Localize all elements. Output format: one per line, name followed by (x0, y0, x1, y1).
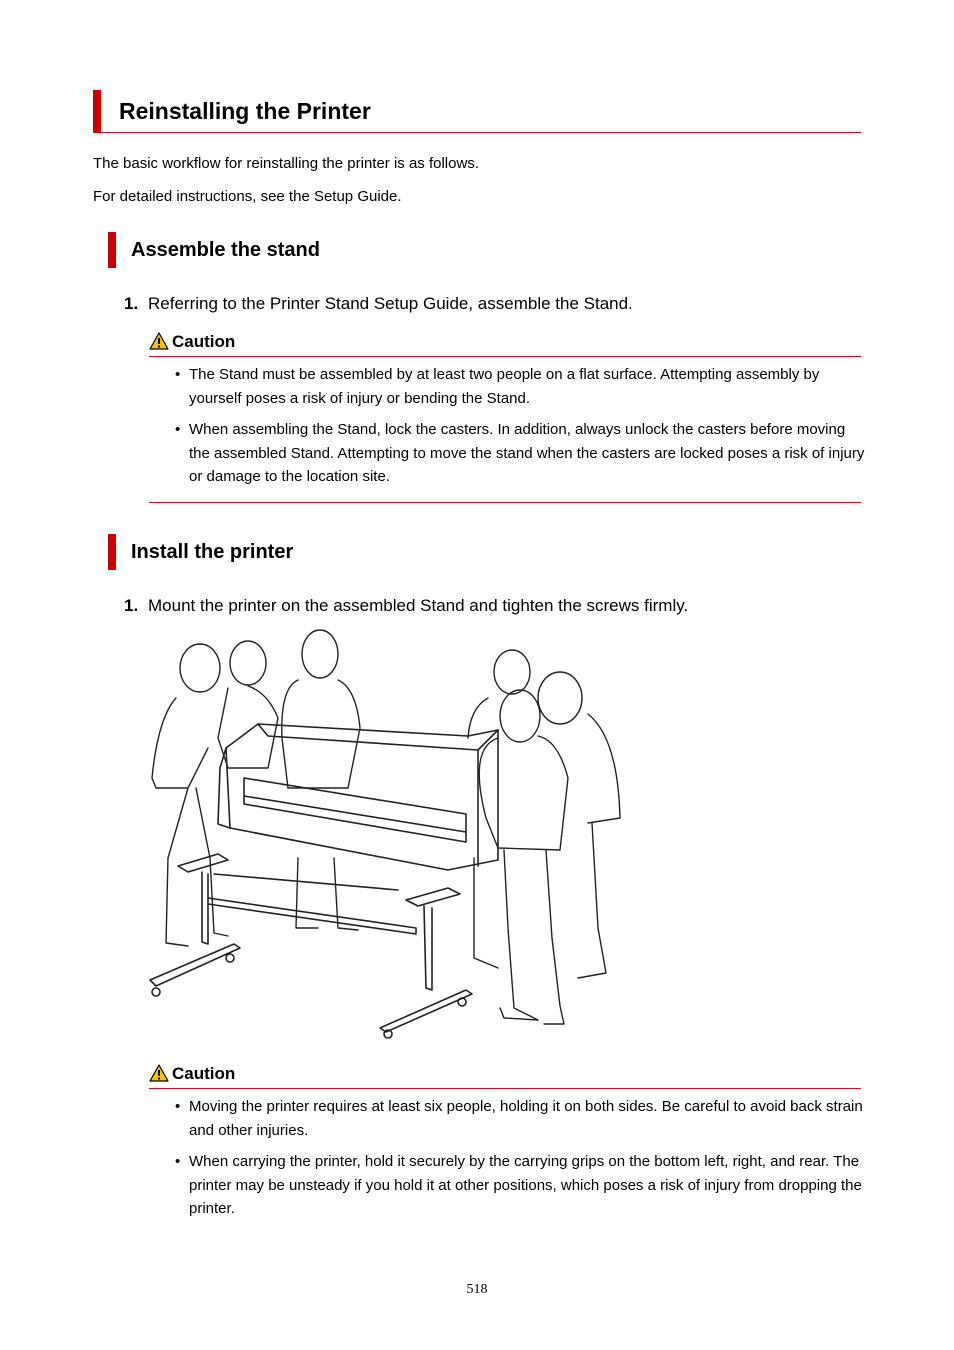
intro-line-2: For detailed instructions, see the Setup Guide. (93, 188, 402, 205)
title-accent-bar (93, 90, 101, 133)
step-1-install (124, 596, 688, 616)
caution-bullet: • The Stand must be assembled by at least two people on a flat surface. Attempting assembly by yourself poses a risk of injury or bending the Stand. (175, 363, 865, 410)
page-title: Reinstalling the Printer (119, 98, 371, 124)
caution-label: Caution (172, 1064, 236, 1083)
caution-heading-2 (149, 1063, 861, 1089)
step-text: Referring to the Printer Stand Setup Guide, assemble the Stand. (148, 294, 633, 313)
caution-bullet-text: When carrying the printer, hold it securely by the carrying grips on the bottom left, right, and rear. The printer may be unsteady if you hold it at other positions, which poses a risk of injury from dropping the printer. (189, 1153, 862, 1217)
caution-bullet: • When assembling the Stand, lock the casters. In addition, always unlock the casters before moving the assembled Stand. Attempting to move the stand when the casters are locked poses a risk of injury or damage to the location site. (175, 418, 865, 489)
step-number: 1. (124, 294, 139, 313)
section-accent-bar (108, 232, 116, 268)
step-text: Mount the printer on the assembled Stand and tighten the screws firmly. (148, 596, 689, 615)
caution-bullet-text: Moving the printer requires at least six people, holding it on both sides. Be careful to avoid back strain and other injuries. (189, 1098, 863, 1139)
page-number: 518 (466, 1282, 488, 1297)
caution-end-rule (149, 502, 861, 503)
caution-bullet: • When carrying the printer, hold it securely by the carrying grips on the bottom left, right, and rear. The printer may be unsteady if you hold it at other positions, which poses a risk of injury from dropping the printer. (175, 1150, 865, 1221)
section-heading-text: Install the printer (131, 541, 294, 563)
person-figure (538, 672, 620, 978)
person-figure (479, 690, 568, 1024)
printer-body (218, 724, 498, 870)
caution-bullet-text: The Stand must be assembled by at least two people on a flat surface. Attempting assembly by yourself poses a risk of injury or bending the Stand. (189, 366, 820, 407)
page-title-block (93, 90, 861, 133)
printer-stand (150, 854, 472, 1038)
intro-line-1: The basic workflow for reinstalling the printer is as follows. (93, 155, 479, 172)
caution-bullet-text: When assembling the Stand, lock the casters. In addition, always unlock the casters before moving the assembled Stand. Attempting to move the stand when the casters are locked poses a risk of injury or damage to the location site. (189, 421, 865, 485)
caution-bullet: • Moving the printer requires at least six people, holding it on both sides. Be careful to avoid back strain and other injuries. (175, 1095, 865, 1142)
caution-label: Caution (172, 332, 236, 351)
step-1-assemble (124, 294, 633, 314)
printer-lifting-illustration (148, 628, 624, 1040)
warning-triangle-icon (149, 332, 169, 350)
section-accent-bar (108, 534, 116, 570)
step-number: 1. (124, 596, 139, 615)
warning-triangle-icon (149, 1064, 169, 1082)
person-figure (218, 641, 278, 768)
section-heading-text: Assemble the stand (131, 239, 320, 261)
person-figure (152, 644, 228, 946)
caution-heading-1 (149, 331, 861, 357)
